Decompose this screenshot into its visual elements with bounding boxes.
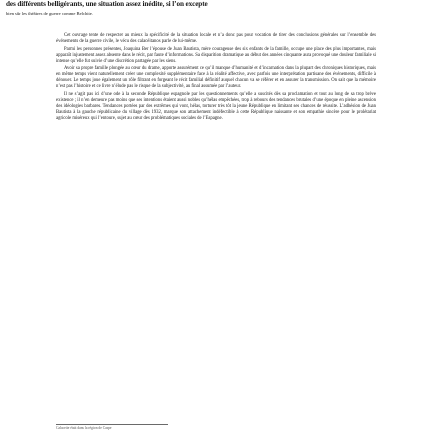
- header-line-2: bien sûr les théâtres de guerre comme Belchite.: [6, 11, 93, 16]
- paragraph-4: Il ne s’agit pas ici d’une ode à la seconde République espagnole par les questionnements qu’elle a suscités dès sa proclamation et tout au long de sa trop brève existence ; il n’en demeure pas moins que ses intentions étaient aussi nobles qu’hélas empêchées, trop à rebours des tendances brutales d’une époque en pleine ascension des idéologies barbares. Tendances portées par des extrêmes qui vont, hélas, torturer très tôt la jeune République en limitant ses chances de réussite. L’adhésion de Juan Bautista à la gauche républicaine du village dès 1932, marque son attachement indéfectible à cette République naissante et son empathie sincère pour le prolétariat agricole miséreux qui l’entoure, sujet au cœur des problématiques sociales de l’Espagne.: [56, 91, 376, 121]
- paragraph-1: Cet ouvrage tente de respecter au mieux la spécificité de la situation locale et n’a donc pas pour vocation de tirer des conclusions générales sur l’ensemble des événements de la guerre civile, le vécu des calacéitanos parle de lui-même.: [56, 33, 376, 44]
- footnote-rule: [56, 424, 168, 425]
- paragraph-3: Avoir sa propre famille plongée au cœur du drame, apporte assurément ce qu’il manque d’humanité et d’incarnation dans la plupart des chroniques historiques, mais en même temps vient naturellement créer une complexité supplémentaire face à la réalité affective, avec parfois une interprétation partisane des événements, difficile à dénouer. Le temps joue également un rôle filtrant en forgeant le récit familial définitif auquel chacun va se référer et en assurer la transmission. On sait que la mémoire n’est pas l’histoire et ce livre n’élude pas le risque de la subjectivité, au final assumée par l’auteur.: [56, 66, 376, 90]
- paragraph-2: Parmi les personnes présentes, Joaquina Ber l’épouse de Juan Bautista, mère courageuse des six enfants de la famille, occupe une place des plus importantes, mais apparaît injustement assez absente dans le récit, par faute d’informations. Sa disparition dramatique au début des années cinquante aura provoqué une douleur familiale si intense qu’elle fut suivie d’une discrétion partagée par les siens.: [56, 46, 376, 64]
- footnote-text: Calaceite était dans la région de Caspe: [56, 426, 112, 430]
- footnote: [56, 424, 168, 430]
- header-line-1: des différents belligérants, une situation assez inédite, si l’on excepte: [6, 0, 208, 8]
- body-text: [56, 33, 376, 123]
